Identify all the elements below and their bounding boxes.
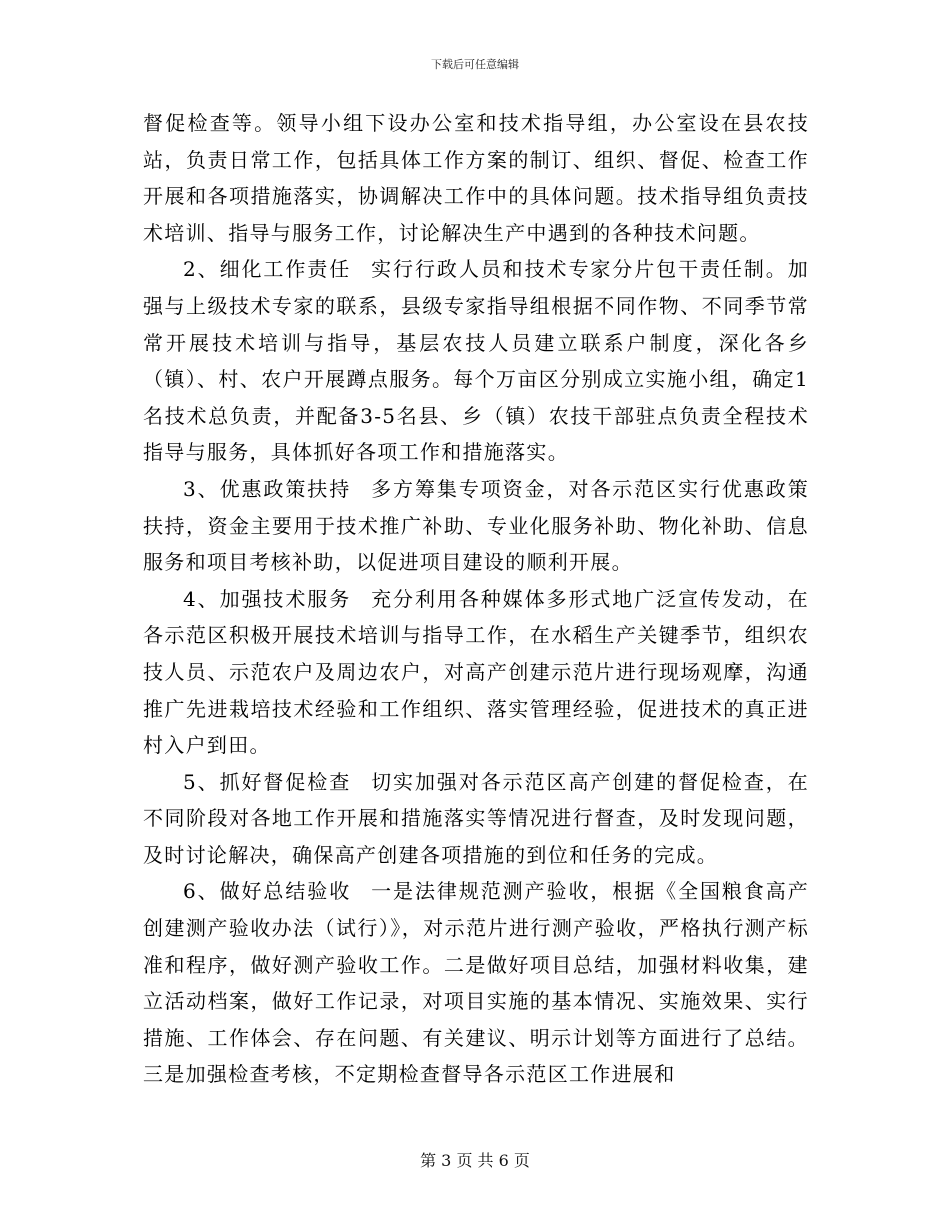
section-heading: 4、加强技术服务: [183, 586, 352, 611]
paragraph-inspection: [143, 764, 809, 874]
page-number: 第 3 页 共 6 页: [420, 1151, 530, 1170]
paragraph-continuation: [143, 105, 809, 251]
paragraph-summary-acceptance: [143, 873, 809, 1093]
document-body: [143, 105, 809, 1093]
paragraph-work-responsibility: [143, 251, 809, 471]
paragraph-text: 督促检查等。领导小组下设办公室和技术指导组，办公室设在县农技站，负责日常工作，包括具体工作方案的制订、组织、督促、检查工作开展和各项措施落实，协调解决工作中的具体问题。技术指导组负责技术培训、指导与服务工作，讨论解决生产中遇到的各种技术问题。: [143, 111, 809, 245]
section-heading: 3、优惠政策扶持: [183, 476, 352, 501]
page-header: 下载后可任意编辑: [431, 58, 519, 71]
paragraph-text: 充分利用各种媒体多形式地广泛宣传发动，在各示范区积极开展技术培训与指导工作，在水稻生产关键季节，组织农技人员、示范农户及周边农户，对高产创建示范片进行现场观摩，沟通推广先进栽培技术经验和工作组织、落实管理经验，促进技术的真正进村入户到田。: [143, 586, 809, 758]
section-heading: 2、细化工作责任: [183, 257, 352, 282]
paragraph-text: 多方筹集专项资金，对各示范区实行优惠政策扶持，资金主要用于技术推广补助、专业化服务补助、物化补助、信息服务和项目考核补助，以促进项目建设的顺利开展。: [143, 476, 809, 575]
paragraph-text: 实行行政人员和技术专家分片包干责任制。加强与上级技术专家的联系，县级专家指导组根据不同作物、不同季节常常开展技术培训与指导，基层农技人员建立联系户制度，深化各乡（镇）、村、农户开展蹲点服务。每个万亩区分别成立实施小组，确定1名技术总负责，并配备3-5名县、乡（镇）农技干部驻点负责全程技术指导与服务，具体抓好各项工作和措施落实。: [143, 257, 809, 465]
paragraph-policy-support: [143, 471, 809, 581]
section-heading: 5、抓好督促检查: [183, 769, 352, 794]
paragraph-text: 切实加强对各示范区高产创建的督促检查，在不同阶段对各地工作开展和措施落实等情况进行督查，及时发现问题，及时讨论解决，确保高产创建各项措施的到位和任务的完成。: [143, 769, 809, 867]
paragraph-text: 一是法律规范测产验收，根据《全国粮食高产创建测产验收办法（试行）》，对示范片进行测产验收，严格执行测产标准和程序，做好测产验收工作。二是做好项目总结，加强材料收集，建立活动档案，做好工作记录，对项目实施的基本情况、实施效果、实行措施、工作体会、存在问题、有关建议、明示计划等方面进行了总结。三是加强检查考核，不定期检查督导各示范区工作进展和: [143, 879, 809, 1087]
section-heading: 6、做好总结验收: [183, 879, 352, 904]
paragraph-technical-service: [143, 581, 809, 764]
